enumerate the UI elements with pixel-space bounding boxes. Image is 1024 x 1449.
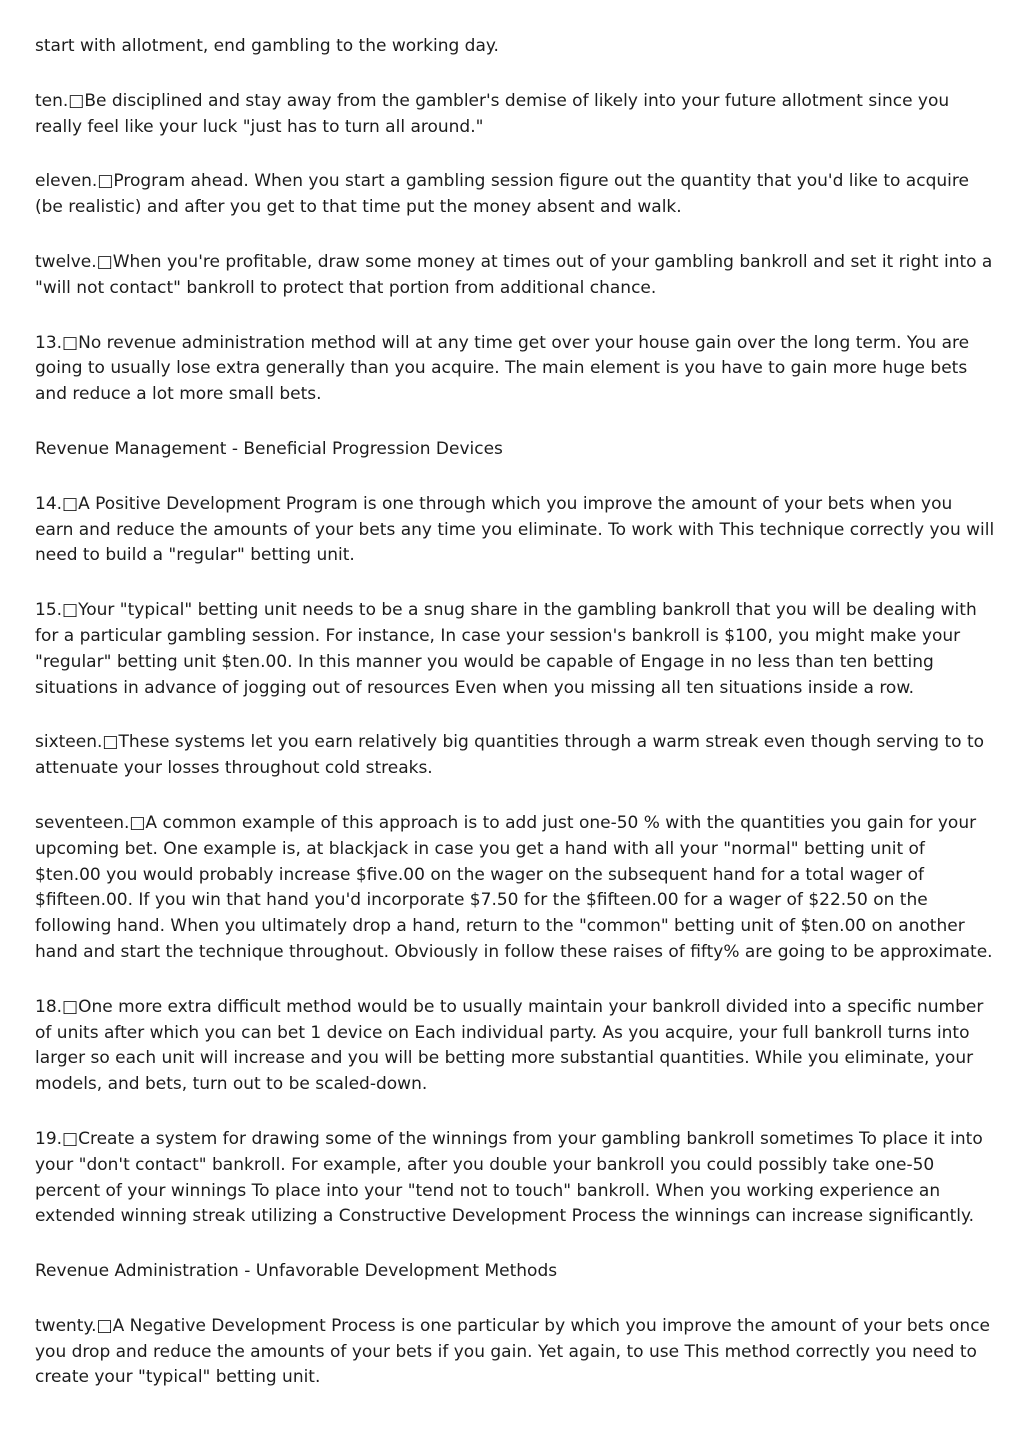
paragraph-14-positive-development: 14.□A Positive Development Program is one through which you improve the amount of your bets when you earn and reduce the amounts of your bets any time you eliminate. To work with This technique correctly you will need to build a "regular" betting unit. bbox=[35, 493, 995, 566]
paragraph-20-negative-development: twenty.□A Negative Development Process is one particular by which you improve the amount of your bets once you drop and reduce the amounts of your bets if you gain. Yet again, to use This method correctly you need to create your "typical" betting unit. bbox=[35, 1315, 991, 1388]
paragraph-allotment-end: start with allotment, end gambling to the working day. bbox=[35, 36, 499, 56]
paragraph-12-when-profitable: twelve.□When you're profitable, draw some money at times out of your gambling bankroll and set it right into a "will not contact" bankroll to protect that portion from additional chance. bbox=[35, 251, 993, 298]
paragraph-18-divided-units: 18.□One more extra difficult method would be to usually maintain your bankroll divided into a specific number of units after which you can bet 1 device on Each individual party. As you acquire, your full bankroll turns into larger so each unit will increase and you will be betting more substantial quantities. While you eliminate, your models, and bets, turn out to be scaled-down. bbox=[35, 996, 984, 1095]
paragraph-15-typical-unit: 15.□Your "typical" betting unit needs to be a snug share in the gambling bankroll that you will be dealing with for a particular gambling session. For instance, In case your session's bankroll is $100, you might make your "regular" betting unit $ten.00. In this manner you would be capable of Engage in no less than ten betting situations in advance of jogging out of resources Even when you missing all ten situations inside a row. bbox=[35, 600, 977, 698]
paragraph-16-warm-streak: sixteen.□These systems let you earn relatively big quantities through a warm streak even though serving to to attenuate your losses throughout cold streaks. bbox=[35, 732, 985, 779]
paragraph-13-no-method: 13.□No revenue administration method will at any time get over your house gain over the long term. You are going to usually lose extra generally than you acquire. The main element is you have to gain more huge bets and reduce a lot more small bets. bbox=[35, 332, 970, 405]
paragraph-17-common-example: seventeen.□A common example of this approach is to add just one-50 % with the quantities you gain for your upcoming bet. One example is, at blackjack in case you get a hand with all your "normal" betting unit of $ten.00 you would probably increase $five.00 on the wager on the subsequent hand for a total wager of $fifteen.00. If you win that hand you'd incorporate $7.50 for the $fifteen.00 for a wager of $22.50 on the following hand. When you ultimately drop a hand, return to the "common" betting unit of $ten.00 on another hand and start the technique throughout. Obviously in follow these raises of fifty% are going to be approximate. bbox=[35, 812, 993, 962]
paragraph-19-drawing-winnings: 19.□Create a system for drawing some of the winnings from your gambling bankroll sometimes To place it into your "don't contact" bankroll. For example, after you double your bankroll you could possibly take one-50 percent of your winnings To place into your "tend not to touch" bankroll. When you working experience an extended winning streak utilizing a Constructive Development Process the winnings can increase significantly. bbox=[35, 1128, 983, 1227]
section-heading-positive-progression: Revenue Management - Beneficial Progression Devices bbox=[35, 438, 503, 459]
paragraph-10-be-disciplined: ten.□Be disciplined and stay away from the gambler's demise of likely into your future allotment since you really feel like your luck "just has to turn all around." bbox=[35, 90, 950, 137]
paragraph-11-program-ahead: eleven.□Program ahead. When you start a gambling session figure out the quantity that you'd like to acquire (be realistic) and after you get to that time put the money absent and walk. bbox=[35, 171, 969, 218]
document-page bbox=[35, 34, 995, 1420]
section-heading-negative-progression: Revenue Administration - Unfavorable Development Methods bbox=[35, 1261, 558, 1282]
